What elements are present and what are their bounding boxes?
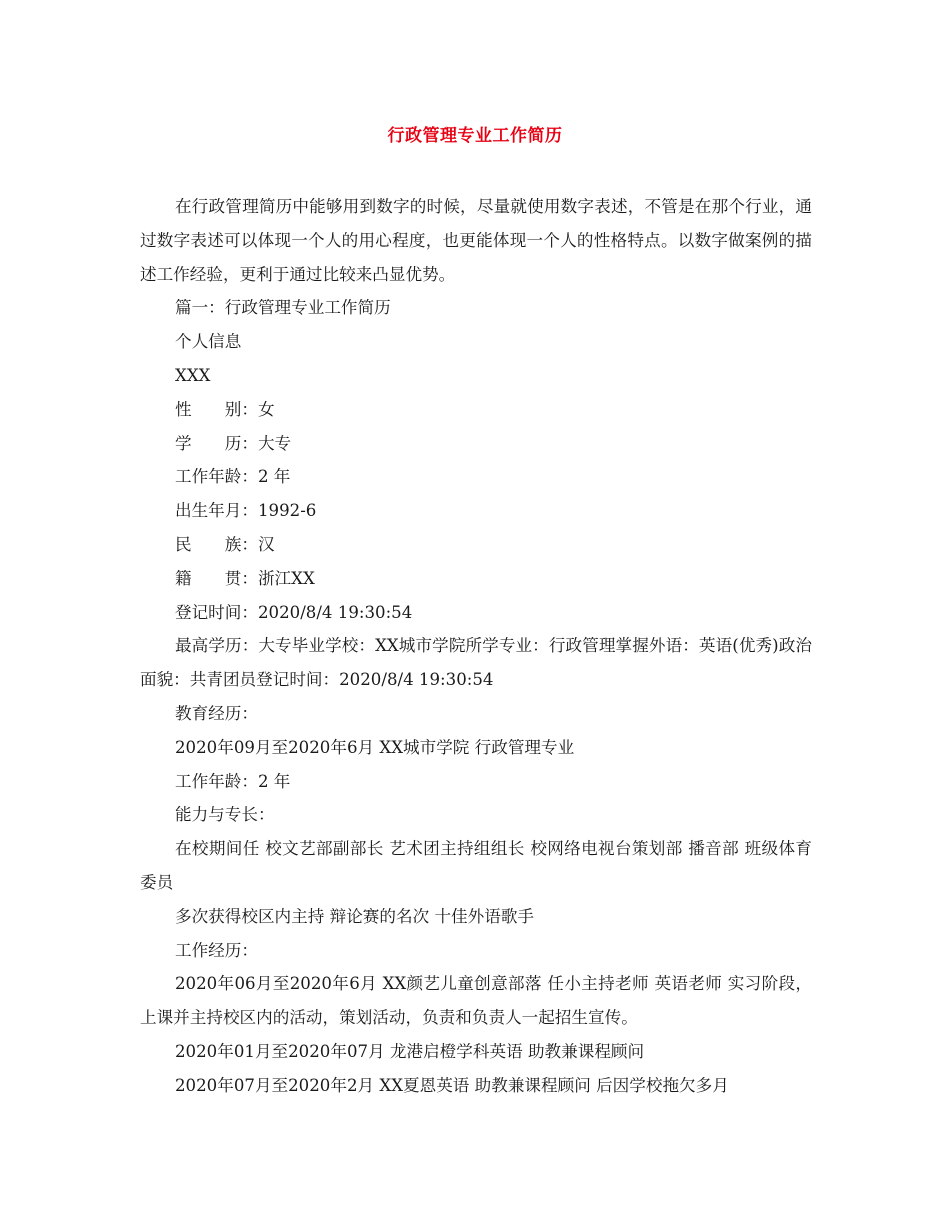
gender-line: 性 别：女 xyxy=(175,399,275,419)
education-history-item: 2020年09月至2020年6月 XX城市学院 行政管理专业 xyxy=(175,737,575,757)
skills-heading: 能力与专长： xyxy=(175,805,275,825)
work-history-heading: 工作经历： xyxy=(175,940,258,960)
chapter-heading: 篇一：行政管理专业工作简历 xyxy=(175,298,391,318)
work-years-line: 工作年龄：2 年 xyxy=(175,467,291,487)
personal-info-heading: 个人信息 xyxy=(175,332,242,352)
skills-paragraph-2: 多次获得校区内主持 辩论赛的名次 十佳外语歌手 xyxy=(175,906,535,926)
highest-degree-paragraph: 最高学历：大专毕业学校：XX城市学院所学专业：行政管理掌握外语：英语(优秀)政治面貌：共青团员登记时间：2020/8/4 19:30:54 xyxy=(140,636,812,690)
native-place-line: 籍 贯：浙江XX xyxy=(175,568,315,588)
intro-paragraph: 在行政管理简历中能够用到数字的时候，尽量就使用数字表述，不管是在那个行业，通过数字表述可以体现一个人的用心程度，也更能体现一个人的性格特点。以数字做案例的描述工作经验，更利于通过比较来凸显优势。 xyxy=(140,197,812,284)
ethnicity-line: 民 族：汉 xyxy=(175,534,275,554)
education-history-heading: 教育经历： xyxy=(175,703,258,723)
work-history-item-3: 2020年07月至2020年2月 XX夏恩英语 助教兼课程顾问 后因学校拖欠多月 xyxy=(175,1075,729,1095)
birth-line: 出生年月：1992-6 xyxy=(175,501,317,521)
name-line: XXX xyxy=(175,365,211,385)
document-title: 行政管理专业工作简历 xyxy=(387,126,563,146)
education-line: 学 历：大专 xyxy=(175,433,292,453)
work-history-item-1: 2020年06月至2020年6月 XX颜艺儿童创意部落 任小主持老师 英语老师 实习阶段， 上课并主持校区内的活动，策划活动，负责和负责人一起招生宣传。 xyxy=(140,974,812,1028)
work-history-item-2: 2020年01月至2020年07月 龙港启橙学科英语 助教兼课程顾问 xyxy=(175,1041,645,1061)
document-body xyxy=(140,190,812,1103)
work-years-line-2: 工作年龄：2 年 xyxy=(175,771,291,791)
skills-paragraph-1: 在校期间任 校文艺部副部长 艺术团主持组组长 校网络电视台策划部 播音部 班级体育委员 xyxy=(140,839,812,892)
register-time-line: 登记时间：2020/8/4 19:30:54 xyxy=(175,602,413,622)
